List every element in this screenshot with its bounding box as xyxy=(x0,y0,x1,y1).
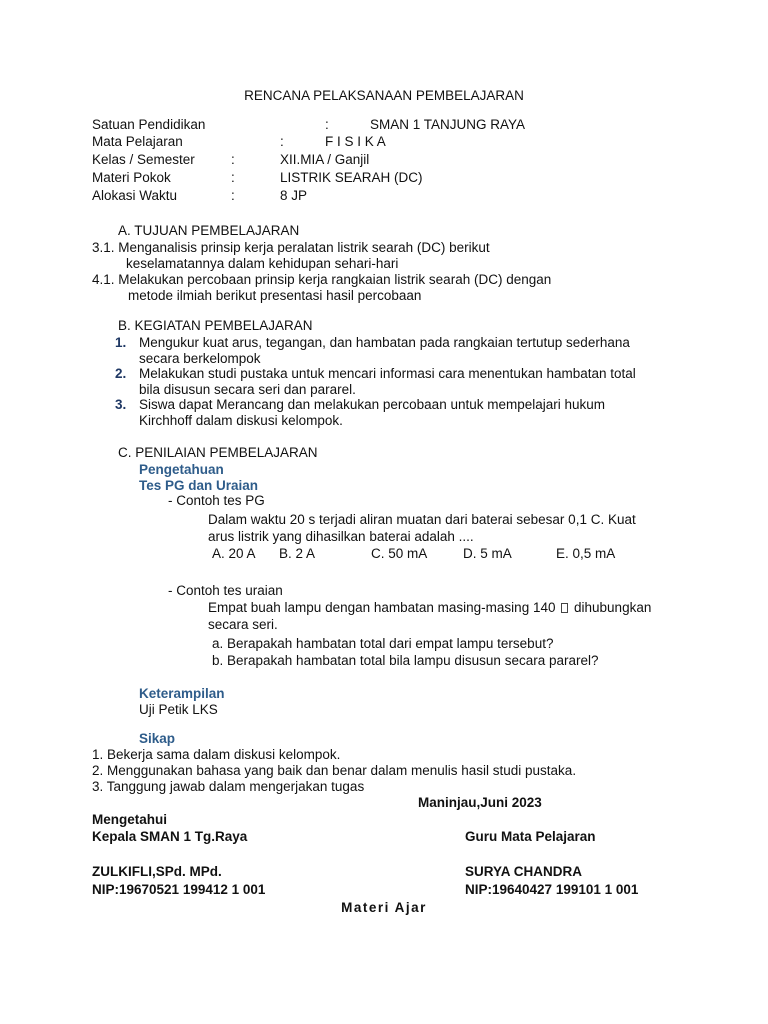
identity-value: 8 JP xyxy=(280,188,308,203)
pg-question-line: Dalam waktu 20 s terjadi aliran muatan dari baterai sebesar 0,1 C. Kuat xyxy=(208,512,636,527)
identity-value: SMAN 1 TANJUNG RAYA xyxy=(370,117,526,132)
keterampilan-text: Uji Petik LKS xyxy=(139,702,218,717)
left-signer-nip: NIP:19670521 199412 1 001 xyxy=(92,882,266,897)
identity-sep: : xyxy=(325,117,329,132)
activity-line: Mengukur kuat arus, tegangan, dan hambatan pada rangkaian tertutup sederhana xyxy=(139,335,630,350)
keterampilan-heading: Keterampilan xyxy=(139,686,225,701)
sikap-item: 3. Tanggung jawab dalam mengerjakan tugas xyxy=(92,779,365,794)
pg-option: E. 0,5 mA xyxy=(556,546,616,561)
mengetahui-label: Mengetahui xyxy=(92,812,168,827)
identity-label: Alokasi Waktu xyxy=(92,188,178,203)
sikap-item: 1. Bekerja sama dalam diskusi kelompok. xyxy=(92,747,341,762)
identity-value: XII.MIA / Ganjil xyxy=(280,152,370,167)
uraian-subquestion: b. Berapakah hambatan total bila lampu disusun secara pararel? xyxy=(212,653,599,668)
pg-option: D. 5 mA xyxy=(463,546,512,561)
pg-option: A. 20 A xyxy=(212,546,256,561)
place-date: Maninjau,Juni 2023 xyxy=(418,795,542,810)
ohm-symbol-icon xyxy=(561,603,568,613)
activity-number: 1. xyxy=(115,335,127,350)
activity-line: bila disusun secara seri dan pararel. xyxy=(139,382,356,397)
right-signer-nip: NIP:19640427 199101 1 001 xyxy=(465,882,639,897)
objective-line: keselamatannya dalam kehidupan sehari-hari xyxy=(126,256,399,271)
activity-line: Siswa dapat Merancang dan melakukan percobaan untuk mempelajari hukum xyxy=(139,397,606,412)
left-signer-name: ZULKIFLI,SPd. MPd. xyxy=(92,864,222,879)
activity-line: secara berkelompok xyxy=(139,351,261,366)
sikap-item: 2. Menggunakan bahasa yang baik dan benar dalam menulis hasil studi pustaka. xyxy=(92,763,577,778)
identity-label: Mata Pelajaran xyxy=(92,134,183,149)
identity-label: Materi Pokok xyxy=(92,170,171,185)
right-signer-name: SURYA CHANDRA xyxy=(465,864,583,879)
activity-line: Melakukan studi pustaka untuk mencari informasi cara menentukan hambatan total xyxy=(139,366,636,381)
objective-line: metode ilmiah berikut presentasi hasil percobaan xyxy=(128,288,422,303)
objective-line: 4.1. Melakukan percobaan prinsip kerja rangkaian listrik searah (DC) dengan xyxy=(92,272,552,287)
section-b-heading: B. KEGIATAN PEMBELAJARAN xyxy=(118,318,313,333)
pg-option: B. 2 A xyxy=(279,546,316,561)
sikap-heading: Sikap xyxy=(139,731,176,746)
uraian-question-part: dihubungkan xyxy=(574,600,652,615)
identity-sep: : xyxy=(231,170,235,185)
right-signer-title: Guru Mata Pelajaran xyxy=(465,829,596,844)
left-signer-title: Kepala SMAN 1 Tg.Raya xyxy=(92,829,248,844)
activity-number: 3. xyxy=(115,397,127,412)
uraian-question-line: secara seri. xyxy=(208,617,278,632)
tes-heading: Tes PG dan Uraian xyxy=(139,478,259,493)
pg-question-line: arus listrik yang dihasilkan baterai adalah .... xyxy=(208,529,474,544)
pengetahuan-heading: Pengetahuan xyxy=(139,462,224,477)
uraian-question-part: Empat buah lampu dengan hambatan masing-masing 140 xyxy=(208,600,556,615)
materi-ajar-heading: Materi Ajar xyxy=(341,900,427,915)
identity-sep: : xyxy=(231,152,235,167)
section-c-heading: C. PENILAIAN PEMBELAJARAN xyxy=(118,445,318,460)
pg-option: C. 50 mA xyxy=(371,546,428,561)
activity-number: 2. xyxy=(115,366,127,381)
identity-sep: : xyxy=(231,188,235,203)
uraian-subquestion: a. Berapakah hambatan total dari empat lampu tersebut? xyxy=(212,636,554,651)
objective-line: 3.1. Menganalisis prinsip kerja peralatan listrik searah (DC) berikut xyxy=(92,240,490,255)
identity-value: F I S I K A xyxy=(325,134,386,149)
identity-sep: : xyxy=(280,134,284,149)
identity-label: Satuan Pendidikan xyxy=(92,117,206,132)
section-a-heading: A. TUJUAN PEMBELAJARAN xyxy=(118,223,300,238)
uraian-label: - Contoh tes uraian xyxy=(168,583,283,598)
document-title: RENCANA PELAKSANAAN PEMBELAJARAN xyxy=(244,88,524,103)
uraian-question-line xyxy=(208,600,651,616)
pg-label: - Contoh tes PG xyxy=(168,493,265,508)
identity-label: Kelas / Semester xyxy=(92,152,195,167)
identity-value: LISTRIK SEARAH (DC) xyxy=(280,170,423,185)
activity-line: Kirchhoff dalam diskusi kelompok. xyxy=(139,413,343,428)
